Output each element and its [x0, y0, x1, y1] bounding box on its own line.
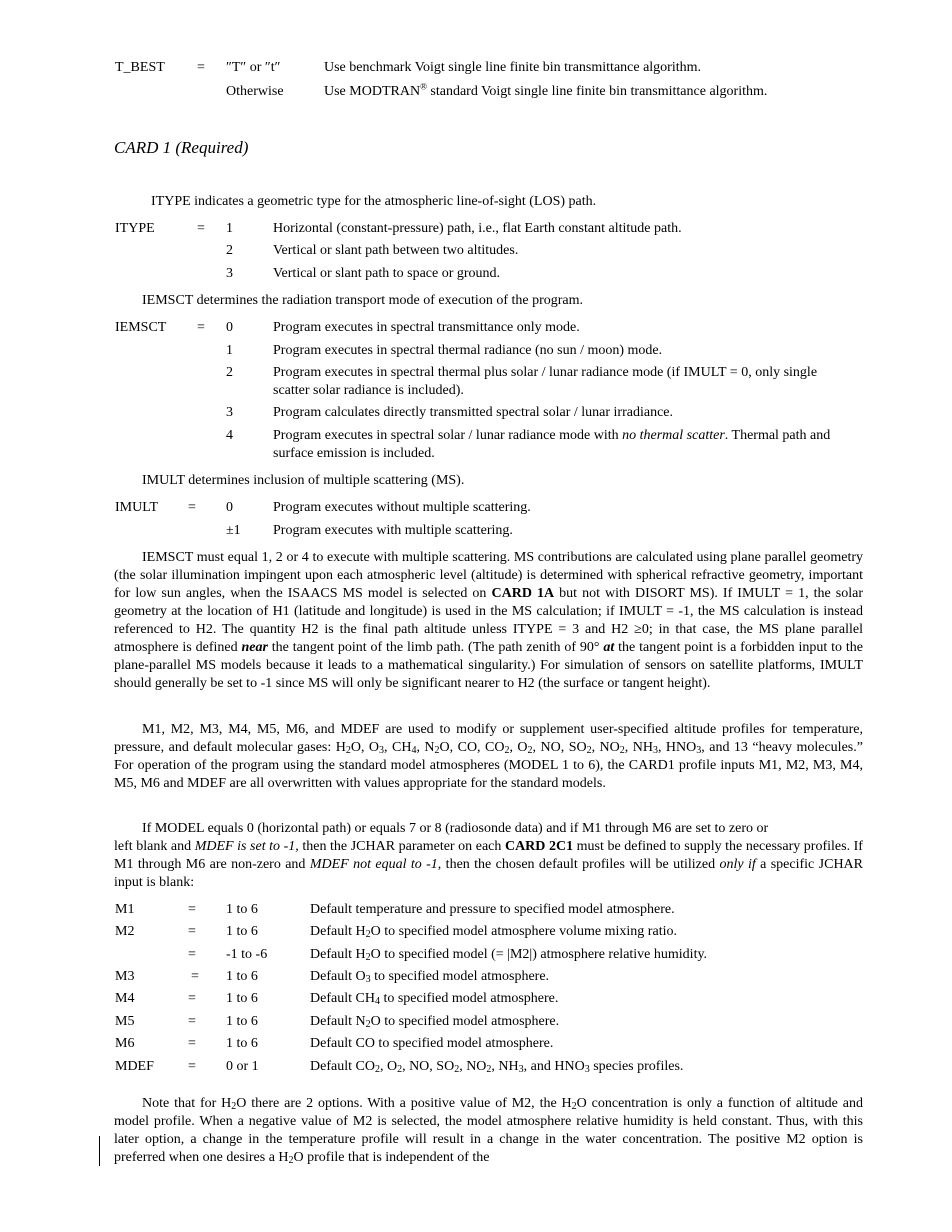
mtable-value: -1 to -6	[226, 947, 268, 962]
iemsct-desc: Program calculates directly transmitted spectral solar / lunar irradiance.	[273, 405, 674, 420]
mtable-equals: =	[188, 991, 196, 1006]
itype-desc: Horizontal (constant-pressure) path, i.e., flat Earth constant altitude path.	[273, 221, 682, 236]
iemsct-value: 2	[226, 365, 233, 380]
mtable-desc: Default temperature and pressure to specified model atmosphere.	[310, 902, 675, 917]
mtable-desc: Default $O_3$ to specified model atmosphere.	[310, 969, 550, 985]
itype-value: 1	[226, 221, 233, 236]
iemsct-desc: Program executes in spectral thermal plus solar / lunar radiance mode (if IMULT = 0, only single scatter solar radiance is included).	[273, 365, 818, 398]
mtable-param-name: MDEF	[115, 1059, 154, 1074]
mtable-desc: Default $H_2O$ to specified model (= |M2|) atmosphere relative humidity.	[310, 947, 708, 963]
tbest-value-otherwise: Otherwise	[226, 84, 284, 99]
model-paragraph-first-line: If MODEL equals 0 (horizontal path) or equals 7 or 8 (radiosonde data) and if M1 through M6 are set to zero or	[142, 821, 769, 836]
revision-change-bar	[99, 1136, 100, 1166]
model-paragraph: left blank and MDEF is set to -1, then the JCHAR parameter on each CARD 2C1 must be defined to supply the necessary profiles. If M1 through M6 are non-zero and MDEF not equal to -1, then the chosen default profiles will be utilized only if a specific JCHAR input is blank:	[114, 839, 863, 890]
imult-intro: IMULT determines inclusion of multiple scattering (MS).	[142, 473, 465, 488]
mtable-desc: Default $N_2O$ to specified model atmosphere.	[310, 1014, 560, 1030]
iemsct-desc: Program executes in spectral transmittance only mode.	[273, 320, 580, 335]
mtable-param-name: M1	[115, 902, 135, 917]
mtable-equals: =	[188, 1014, 196, 1029]
mtable-value: 1 to 6	[226, 969, 258, 984]
mtable-desc-mdef: Default $CO_2$, $O_2$, NO, $SO_2$, $NO_2$, $NH_3$, and $HNO_3$ species profiles.	[310, 1059, 684, 1075]
imult-param-name: IMULT	[115, 500, 159, 515]
imult-desc: Program executes without multiple scattering.	[273, 500, 531, 515]
molecule-profile-paragraph: M1, M2, M3, M4, M5, M6, and MDEF are used to modify or supplement user-specified altitude profiles for temperature, pressure, and default molecular gases: $H_2O$, $O_3$, $CH_4$, $N_2O$, CO, $CO_2$, $O_2$, NO, $SO_2$, $NO_2$, $NH_3$, $HNO_3$, and 13 “heavy molecules.” For operation of the program using the standard model atmospheres (MODEL 1 to 6), the CARD1 profile inputs M1, M2, M3, M4, M5, M6 and MDEF are all overwritten with values appropriate for the standard models.	[114, 722, 863, 791]
tbest-value-t: ″T″ or ″t″	[226, 60, 281, 75]
iemsct-value: 1	[226, 343, 233, 358]
mtable-equals: =	[188, 1036, 196, 1051]
mtable-param-name: M4	[115, 991, 135, 1006]
iemsct-value: 3	[226, 405, 233, 420]
imult-equals: =	[188, 500, 196, 515]
iemsct-value: 4	[226, 428, 233, 443]
card1-heading: CARD 1 (Required)	[114, 138, 249, 157]
mtable-value: 1 to 6	[226, 1014, 258, 1029]
mtable-value: 1 to 6	[226, 991, 258, 1006]
tbest-desc-benchmark: Use benchmark Voigt single line finite bin transmittance algorithm.	[324, 60, 702, 75]
tbest-param-name: T_BEST	[115, 60, 165, 75]
itype-desc: Vertical or slant path between two altitudes.	[273, 243, 519, 258]
h2o-note-paragraph: Note that for $H_2O$ there are 2 options. With a positive value of M2, the $H_2O$ concentration is only a function of altitude and model profile. When a negative value of M2 is selected, the model atmosphere relative humidity is held constant. Thus, with this later option, a change in the temperature profile will result in a change in the water concentration. The positive M2 option is preferred when one desires a $H_2O$ profile that is independent of the	[114, 1096, 863, 1166]
mtable-desc: Default $CH_4$ to specified model atmosphere.	[310, 991, 559, 1007]
mtable-equals: =	[188, 1059, 196, 1074]
itype-value: 3	[226, 266, 233, 281]
iemsct-desc: Program executes in spectral solar / lunar radiance mode with no thermal scatter. Thermal path and surface emission is included.	[273, 428, 831, 461]
itype-desc: Vertical or slant path to space or ground.	[273, 266, 501, 281]
mtable-equals: =	[191, 969, 199, 984]
itype-equals: =	[197, 221, 205, 236]
imult-desc: Program executes with multiple scattering.	[273, 523, 513, 538]
itype-value: 2	[226, 243, 233, 258]
itype-intro: ITYPE indicates a geometric type for the atmospheric line-of-sight (LOS) path.	[151, 194, 597, 209]
mtable-value: 1 to 6	[226, 1036, 258, 1051]
mtable-value: 0 or 1	[226, 1059, 259, 1074]
mtable-param-name: M2	[115, 924, 135, 939]
ms-paragraph: IEMSCT must equal 1, 2 or 4 to execute with multiple scattering. MS contributions are calculated using plane parallel geometry (the solar illumination impingent upon each atmospheric level (altitude) is determined with spherical refractive geometry, important for low sun angles, when the ISAACS MS model is selected on CARD 1A but not with DISORT MS). If IMULT = 1, the solar geometry at the location of H1 (latitude and longitude) is used in the MS calculation; if IMULT = -1, the MS calculation is instead referenced to H2. The quantity H2 is the final path altitude unless ITYPE = 3 and H2 ≥0; in that case, the MS plane parallel atmosphere is defined near the tangent point of the limb path. (The path zenith of 90° at the tangent point is a forbidden input to the plane-parallel MS models because it leads to a mathematical singularity.) For simulation of sensors on satellite platforms, IMULT should generally be set to -1 since MS will only be significant nearer to H2 (the surface or tangent height).	[114, 550, 863, 691]
mtable-desc: Default $H_2O$ to specified model atmosphere volume mixing ratio.	[310, 924, 677, 940]
mtable-value: 1 to 6	[226, 924, 258, 939]
imult-value: 0	[226, 500, 233, 515]
mtable-equals: =	[188, 924, 196, 939]
mtable-equals: =	[188, 947, 196, 962]
tbest-equals: =	[197, 60, 205, 75]
mtable-param-name: M6	[115, 1036, 135, 1051]
mtable-desc: Default CO to specified model atmosphere.	[310, 1036, 554, 1051]
iemsct-intro: IEMSCT determines the radiation transport mode of execution of the program.	[142, 293, 584, 308]
iemsct-desc: Program executes in spectral thermal radiance (no sun / moon) mode.	[273, 343, 663, 358]
tbest-desc-standard: Use MODTRAN® standard Voigt single line finite bin transmittance algorithm.	[324, 81, 768, 99]
mtable-equals: =	[188, 902, 196, 917]
itype-param-name: ITYPE	[115, 221, 155, 236]
mtable-param-name: M5	[115, 1014, 135, 1029]
mtable-value: 1 to 6	[226, 902, 258, 917]
iemsct-value: 0	[226, 320, 233, 335]
imult-value: ±1	[226, 523, 241, 538]
iemsct-param-name: IEMSCT	[115, 320, 167, 335]
mtable-param-name: M3	[115, 969, 135, 984]
iemsct-equals: =	[197, 320, 205, 335]
